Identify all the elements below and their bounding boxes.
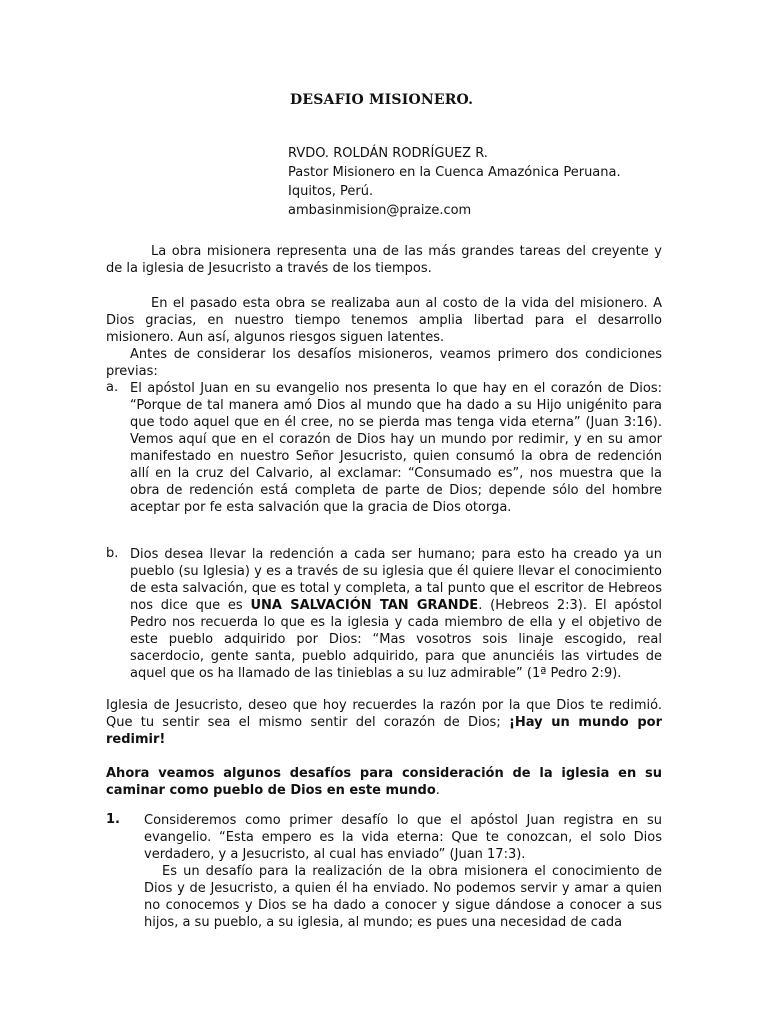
paragraph-closing: [106, 697, 662, 748]
list-item-a-text: El apóstol Juan en su evangelio nos presenta lo que hay en el corazón de Dios: “Porque de tal manera amó Dios al mundo que ha dado a su Hijo unigénito para que todo aquel que en él cree, no se pierda mas tenga vida eterna” (Juan 3:16). Vemos aquí que en el corazón de Dios hay un mundo por redimir, y en su amor manifestado en nuestro Señor Jesucristo, quien consumó la obra de redención allí en la cruz del Calvario, al exclamar: “Consumado es”, nos muestra que la obra de redención está completa de parte de Dios; depende sólo del hombre aceptar por fe esta salvación que la gracia de Dios otorga.: [130, 381, 662, 515]
numbered-item-1-text: Consideremos como primer desafío lo que el apóstol Juan registra en su evangelio. “Esta empero es la vida eterna: Que te conozcan, el solo Dios verdadero, y a Jesucristo, al cual has enviado” (Juan 17:3).: [144, 813, 662, 862]
section-heading-bold: Ahora veamos algunos desafíos para consideración de la iglesia en su caminar como pueblo de Dios en este mundo: [106, 766, 662, 798]
list-item-b-text: [130, 546, 662, 682]
author-block: [288, 144, 621, 220]
paragraph-history: En el pasado esta obra se realizaba aun al costo de la vida del misionero. A Dios gracias, en nuestro tiempo tenemos amplia libertad para el desarrollo misionero. Aun así, algunos riesgos siguen latentes.: [106, 296, 662, 345]
numbered-item-1-continued: Es un desafío para la realización de la obra misionera el conocimiento de Dios y de Jesucristo, a quien él ha enviado. No podemos servir y amar a quien no conocemos y Dios se ha dado a conocer y sigue dándose a conocer a sus hijos, a su pueblo, a su iglesia, al mundo; es pues una necesidad de cada: [144, 864, 662, 930]
numbered-marker-1: 1.: [106, 812, 120, 827]
closing-text: Iglesia de Jesucristo, deseo que hoy recuerdes la razón por la que Dios te redimió. Que tu sentir sea el mismo sentir del corazón de Dios;: [106, 698, 662, 730]
list-item-b: [106, 546, 662, 682]
paragraph-preconditions: Antes de considerar los desafíos misioneros, veamos primero dos condiciones previas:: [106, 347, 662, 379]
paragraph-intro: La obra misionera representa una de las más grandes tareas del creyente y de la iglesia de Jesucristo a través de los tiempos.: [106, 244, 662, 276]
section-heading: [106, 765, 662, 799]
author-name: RVDO. ROLDÁN RODRÍGUEZ R.: [288, 146, 488, 161]
list-item-b-bold: UNA SALVACIÓN TAN GRANDE: [250, 598, 479, 613]
list-item-a: [106, 380, 662, 516]
list-item-b-text-2: . (Hebreos 2:3). El apóstol Pedro nos recuerda lo que es la iglesia y cada miembro de ella y el objetivo de este pueblo adquirido por Dios: “Mas vosotros sois linaje escogido, real sacerdocio, gente santa, pueblo adquirido, para que anunciéis las virtudes de aquel que os ha llamado de las tinieblas a su luz admirable” (1ª Pedro 2:9).: [130, 598, 663, 681]
author-role: Pastor Misionero en la Cuenca Amazónica Peruana.: [288, 165, 621, 180]
list-marker-a: a.: [106, 380, 119, 395]
document-title: DESAFIO MISIONERO.: [290, 92, 474, 108]
list-marker-b: b.: [106, 546, 119, 561]
numbered-item-1: [106, 812, 662, 931]
author-location: Iquitos, Perú.: [288, 184, 374, 199]
author-email: ambasinmision@praize.com: [288, 203, 472, 218]
section-heading-end: .: [435, 783, 440, 798]
list-item-b-text-1: Dios desea llevar la redención a cada ser humano; para esto ha creado ya un pueblo (su Iglesia) y es a través de su iglesia que él quiere llevar el conocimiento de esta salvación, que es total y completa, a tal punto que el escritor de Hebreos nos dice que es: [130, 547, 662, 613]
closing-bold: ¡Hay un mundo por redimir!: [106, 715, 663, 747]
